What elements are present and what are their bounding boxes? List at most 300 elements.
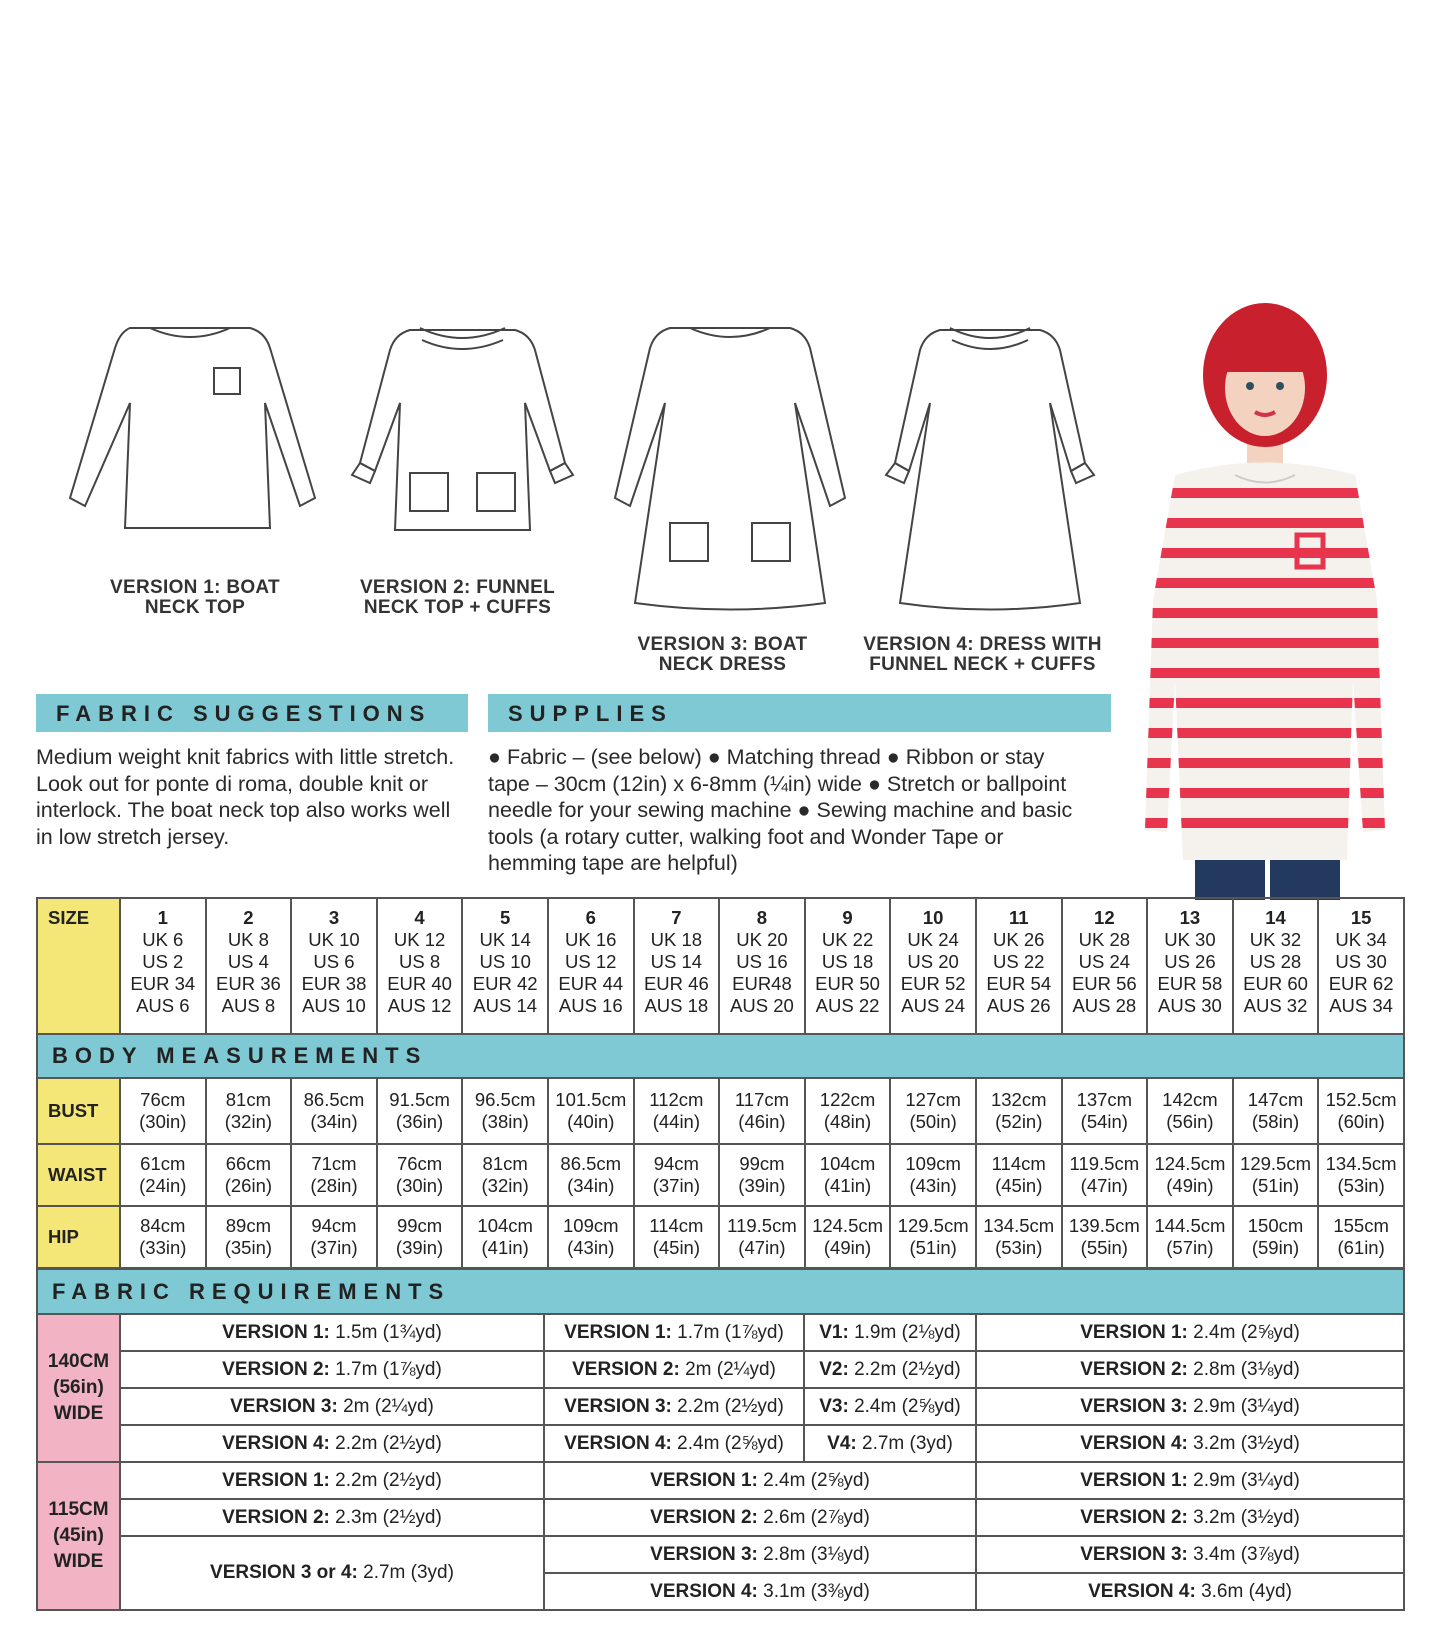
measure-cm: 117cm	[734, 1089, 790, 1110]
size-column	[1318, 898, 1404, 1034]
measure-cm: 152.5cm	[1325, 1089, 1397, 1110]
measure-cm: 134.5cm	[983, 1215, 1055, 1236]
requirement-cell	[544, 1462, 976, 1499]
requirement-cell	[544, 1388, 804, 1425]
measure-in: (36in)	[395, 1111, 444, 1132]
size-column	[1233, 898, 1319, 1034]
requirement-version: VERSION 2:	[222, 1358, 330, 1380]
measure-in: (41in)	[823, 1175, 872, 1196]
requirement-version: VERSION 2:	[1080, 1506, 1188, 1528]
requirement-amount: 2.9m (3¼yd)	[1187, 1469, 1300, 1491]
measure-cell	[1062, 1144, 1148, 1206]
requirement-version: VERSION 2:	[222, 1506, 330, 1528]
measure-in: (59in)	[1251, 1237, 1300, 1258]
measure-cell	[1318, 1078, 1404, 1144]
version-3-drawing	[600, 318, 860, 618]
requirement-version: VERSION 4:	[1080, 1432, 1188, 1454]
measure-cm: 114cm	[649, 1215, 704, 1236]
requirement-amount: 2.7m (3yd)	[357, 1562, 454, 1583]
size-n: 2	[243, 907, 254, 928]
requirement-amount: 2m (2¼yd)	[679, 1358, 776, 1380]
size-eur: EUR 46	[643, 973, 709, 994]
requirement-version: VERSION 4:	[564, 1432, 672, 1454]
requirement-amount: 3.4m (3⅞yd)	[1187, 1543, 1300, 1565]
size-n: 4	[414, 907, 425, 928]
size-label: SIZE	[37, 898, 120, 1034]
supplies-title: SUPPLIES	[508, 701, 673, 726]
measure-cell	[805, 1144, 891, 1206]
size-eur: EUR 60	[1243, 973, 1308, 994]
measure-cm: 137cm	[1076, 1089, 1133, 1110]
requirement-version: VERSION 4:	[1088, 1580, 1196, 1602]
size-column	[120, 898, 206, 1034]
measure-label: HIP	[37, 1206, 120, 1268]
measure-in: (51in)	[909, 1237, 957, 1258]
version-3-caption: VERSION 3: BOAT NECK DRESS	[637, 634, 808, 675]
measure-cell	[462, 1078, 548, 1144]
size-eur: EUR 56	[1071, 973, 1137, 994]
size-aus: AUS 32	[1243, 995, 1308, 1016]
size-aus: AUS 10	[302, 995, 366, 1016]
requirement-amount: 1.5m (1¾yd)	[329, 1321, 442, 1343]
measure-in: (24in)	[139, 1175, 187, 1196]
measure-cm: 99cm	[739, 1153, 785, 1174]
size-column	[1147, 898, 1233, 1034]
measure-cell	[377, 1078, 463, 1144]
size-aus: AUS 16	[558, 995, 623, 1016]
measure-in: (37in)	[652, 1175, 701, 1196]
requirement-cell	[804, 1425, 976, 1462]
requirement-cell	[120, 1462, 544, 1499]
requirement-amount: 2.9m (3¼yd)	[1187, 1395, 1300, 1417]
size-aus: AUS 12	[387, 995, 452, 1016]
supplies-text: ● Fabric – (see below) ● Matching thread ● Ribbon or stay tape – 30cm (12in) x 6-8mm (¼in) wide ● Stretch or ballpoint needle for your sewing machine ● Sewing machine and basic tools (a rotary cutter, walking foot and Wonder Tape or hemming tape are helpful)	[488, 745, 1073, 875]
measure-cm: 134.5cm	[1325, 1153, 1397, 1174]
requirement-amount: 1.7m (1⅞yd)	[329, 1358, 442, 1380]
requirement-cell	[976, 1499, 1404, 1536]
requirement-cell	[976, 1351, 1404, 1388]
size-n: 10	[922, 907, 944, 928]
measure-cell	[805, 1206, 891, 1268]
fabric-suggestions-title: FABRIC SUGGESTIONS	[56, 701, 432, 726]
measure-in: (48in)	[823, 1111, 872, 1132]
requirement-version: VERSION 3 or 4:	[210, 1562, 358, 1583]
requirement-amount: 3.2m (3½yd)	[1187, 1432, 1300, 1454]
size-uk: UK 14	[479, 929, 531, 950]
requirement-cell	[976, 1388, 1404, 1425]
measure-cm: 86.5cm	[560, 1153, 622, 1174]
fabric-suggestions-header	[36, 694, 468, 732]
measure-in: (43in)	[909, 1175, 957, 1196]
requirement-cell	[976, 1314, 1404, 1351]
size-aus: AUS 28	[1072, 995, 1137, 1016]
measure-cell	[291, 1144, 377, 1206]
size-aus: AUS 34	[1329, 995, 1393, 1016]
measure-cell	[377, 1206, 463, 1268]
requirement-cell	[120, 1388, 544, 1425]
size-us: US 14	[650, 951, 703, 972]
measure-cm: 144.5cm	[1154, 1215, 1226, 1236]
measure-cell	[548, 1206, 634, 1268]
requirement-amount: 2.7m (3yd)	[856, 1432, 953, 1454]
size-uk: UK 20	[736, 929, 788, 950]
requirement-cell	[120, 1499, 544, 1536]
measure-cell	[548, 1144, 634, 1206]
size-n: 12	[1094, 907, 1115, 928]
size-us: US 4	[227, 951, 269, 972]
size-eur: EUR 50	[815, 973, 880, 994]
measure-cm: 109cm	[905, 1153, 961, 1174]
measure-in: (49in)	[1166, 1175, 1214, 1196]
measure-cell	[805, 1078, 891, 1144]
size-n: 1	[157, 907, 168, 928]
measure-cm: 84cm	[140, 1215, 186, 1236]
measure-in: (50in)	[909, 1111, 957, 1132]
size-eur: EUR 58	[1157, 973, 1223, 994]
measure-cm: 81cm	[482, 1153, 528, 1174]
measure-cell	[634, 1144, 720, 1206]
measure-cm: 101.5cm	[555, 1089, 627, 1110]
requirement-cell	[544, 1499, 976, 1536]
measure-in: (44in)	[652, 1111, 701, 1132]
measure-cell	[719, 1078, 805, 1144]
body-measurements-header: BODY MEASUREMENTS	[37, 1034, 1404, 1078]
model-photo	[1115, 300, 1415, 900]
size-uk: UK 22	[821, 929, 874, 950]
requirement-amount: 2.4m (2⅝yd)	[1187, 1321, 1300, 1343]
measure-cm: 147cm	[1247, 1089, 1304, 1110]
size-column	[462, 898, 548, 1034]
measure-cm: 81cm	[225, 1089, 272, 1110]
version-1-caption: VERSION 1: BOAT NECK TOP	[110, 577, 280, 618]
requirement-amount: 2m (2¼yd)	[337, 1395, 434, 1417]
requirement-amount: 2.6m (2⅞yd)	[757, 1506, 870, 1528]
measure-in: (55in)	[1080, 1237, 1128, 1258]
size-us: US 18	[821, 951, 874, 972]
measure-cm: 89cm	[225, 1215, 272, 1236]
fabric-requirements-header: FABRIC REQUIREMENTS	[37, 1269, 1404, 1314]
measure-in: (45in)	[995, 1175, 1043, 1196]
size-n: 8	[756, 907, 768, 928]
measure-in: (53in)	[995, 1237, 1043, 1258]
size-eur: EUR 40	[387, 973, 452, 994]
requirement-cell	[544, 1536, 976, 1573]
requirement-version: V3:	[819, 1395, 849, 1417]
measure-cell	[120, 1144, 206, 1206]
requirement-amount: 3.2m (3½yd)	[1187, 1506, 1300, 1528]
measure-cm: 132cm	[990, 1089, 1047, 1110]
size-uk: UK 18	[650, 929, 703, 950]
measure-in: (38in)	[481, 1111, 529, 1132]
requirement-version: VERSION 3:	[230, 1395, 338, 1417]
requirement-version: VERSION 3:	[1080, 1543, 1188, 1565]
requirement-amount: 2.4m (2⅝yd)	[848, 1395, 961, 1417]
requirement-amount: 3.6m (4yd)	[1195, 1580, 1292, 1602]
measure-in: (35in)	[224, 1237, 273, 1258]
requirement-amount: 2.8m (3⅛yd)	[757, 1543, 870, 1565]
requirement-version: V4:	[827, 1432, 857, 1454]
size-eur: EUR 36	[216, 973, 281, 994]
measure-cell	[1147, 1144, 1233, 1206]
measure-cm: 66cm	[225, 1153, 272, 1174]
requirement-version: VERSION 1:	[1080, 1469, 1188, 1491]
size-n: 14	[1265, 907, 1286, 928]
measure-in: (45in)	[652, 1237, 701, 1258]
size-n: 15	[1350, 907, 1372, 928]
size-n: 11	[1008, 907, 1029, 928]
requirement-version: VERSION 1:	[1080, 1321, 1188, 1343]
size-uk: UK 32	[1249, 929, 1302, 950]
size-uk: UK 16	[565, 929, 617, 950]
measure-in: (34in)	[310, 1111, 358, 1132]
requirement-version: V1:	[819, 1321, 849, 1343]
size-column	[206, 898, 292, 1034]
size-column	[890, 898, 976, 1034]
measure-cell	[890, 1078, 976, 1144]
requirement-cell	[544, 1351, 804, 1388]
requirement-version: V2:	[819, 1358, 849, 1380]
size-us: US 22	[993, 951, 1045, 972]
measure-cm: 119.5cm	[727, 1215, 797, 1236]
measure-cell	[1318, 1144, 1404, 1206]
measure-in: (26in)	[224, 1175, 273, 1196]
size-eur: EUR 38	[301, 973, 367, 994]
requirement-cell	[120, 1536, 544, 1610]
measure-cm: 150cm	[1247, 1215, 1304, 1236]
measure-in: (57in)	[1166, 1237, 1214, 1258]
measure-cm: 94cm	[653, 1153, 699, 1174]
requirement-amount: 2.4m (2⅝yd)	[757, 1469, 870, 1491]
requirement-cell	[804, 1388, 976, 1425]
measure-cm: 91.5cm	[389, 1089, 450, 1110]
size-n: 6	[585, 907, 596, 928]
size-aus: AUS 6	[136, 995, 190, 1016]
requirement-cell	[976, 1462, 1404, 1499]
size-eur: EUR 34	[130, 973, 196, 994]
size-uk: UK 24	[907, 929, 959, 950]
measure-in: (47in)	[738, 1237, 786, 1258]
requirement-amount: 2.2m (2½yd)	[848, 1358, 961, 1380]
size-us: US 12	[565, 951, 617, 972]
version-2-drawing	[340, 318, 585, 548]
size-eur: EUR 44	[558, 973, 624, 994]
measure-cell	[291, 1206, 377, 1268]
requirement-cell	[544, 1573, 976, 1610]
measure-cm: 127cm	[905, 1089, 961, 1110]
measure-in: (53in)	[1337, 1175, 1385, 1196]
measure-cell	[976, 1206, 1062, 1268]
requirement-amount: 2.2m (2½yd)	[329, 1432, 442, 1454]
version-4-drawing	[875, 318, 1105, 618]
measure-cell	[1233, 1078, 1319, 1144]
requirement-amount: 2.3m (2½yd)	[329, 1506, 442, 1528]
requirement-cell	[804, 1314, 976, 1351]
size-eur: EUR 62	[1328, 973, 1394, 994]
size-us: US 6	[313, 951, 355, 972]
measure-cm: 114cm	[991, 1153, 1046, 1174]
measure-cm: 109cm	[563, 1215, 619, 1236]
requirement-amount: 1.7m (1⅞yd)	[671, 1321, 784, 1343]
measure-in: (37in)	[310, 1237, 358, 1258]
size-column	[719, 898, 805, 1034]
measure-cm: 129.5cm	[1240, 1153, 1311, 1174]
measure-cell	[976, 1078, 1062, 1144]
size-us: US 26	[1164, 951, 1216, 972]
size-us: US 10	[479, 951, 531, 972]
supplies-header	[488, 694, 1111, 732]
size-uk: UK 26	[993, 929, 1045, 950]
size-n: 5	[500, 907, 511, 928]
version-4-caption: VERSION 4: DRESS WITH FUNNEL NECK + CUFFS	[863, 634, 1102, 675]
size-uk: UK 8	[227, 929, 269, 950]
measure-cm: 124.5cm	[812, 1215, 884, 1236]
version-1-drawing	[60, 318, 325, 548]
size-column	[976, 898, 1062, 1034]
measure-cm: 119.5cm	[1069, 1153, 1140, 1174]
measure-cm: 104cm	[477, 1215, 533, 1236]
requirement-amount: 2.8m (3⅛yd)	[1187, 1358, 1300, 1380]
size-us: US 20	[907, 951, 959, 972]
size-us: US 16	[736, 951, 788, 972]
measure-in: (41in)	[481, 1237, 529, 1258]
fabric-width-label: 140CM (56in) WIDE	[37, 1314, 120, 1462]
measure-in: (34in)	[567, 1175, 615, 1196]
measure-cell	[719, 1206, 805, 1268]
size-eur: EUR48	[732, 973, 792, 994]
measure-in: (32in)	[481, 1175, 529, 1196]
size-aus: AUS 18	[644, 995, 709, 1016]
requirement-amount: 2.2m (2½yd)	[671, 1395, 784, 1417]
size-uk: UK 30	[1164, 929, 1216, 950]
measure-cm: 155cm	[1333, 1215, 1389, 1236]
measure-cm: 124.5cm	[1154, 1153, 1226, 1174]
measure-cell	[890, 1206, 976, 1268]
requirement-version: VERSION 4:	[650, 1580, 758, 1602]
measure-cell	[291, 1078, 377, 1144]
size-us: US 28	[1249, 951, 1302, 972]
measure-in: (52in)	[995, 1111, 1043, 1132]
requirement-version: VERSION 3:	[650, 1543, 758, 1565]
measure-cell	[206, 1144, 292, 1206]
measure-cm: 99cm	[396, 1215, 443, 1236]
measure-in: (33in)	[139, 1237, 187, 1258]
requirement-cell	[804, 1351, 976, 1388]
measure-cell	[1318, 1206, 1404, 1268]
requirement-cell	[120, 1351, 544, 1388]
measure-in: (61in)	[1337, 1237, 1385, 1258]
size-aus: AUS 20	[730, 995, 794, 1016]
measure-cm: 112cm	[649, 1089, 704, 1110]
measure-cell	[1062, 1206, 1148, 1268]
measure-in: (43in)	[567, 1237, 615, 1258]
size-n: 13	[1179, 907, 1201, 928]
size-uk: UK 34	[1335, 929, 1387, 950]
measure-cell	[548, 1078, 634, 1144]
measure-cm: 61cm	[140, 1153, 186, 1174]
measure-cm: 129.5cm	[897, 1215, 969, 1236]
measure-cell	[1147, 1078, 1233, 1144]
requirement-amount: 3.1m (3⅜yd)	[757, 1580, 870, 1602]
measure-cell	[120, 1078, 206, 1144]
size-column	[805, 898, 891, 1034]
size-column	[548, 898, 634, 1034]
measure-cell	[719, 1144, 805, 1206]
size-us: US 24	[1078, 951, 1131, 972]
requirement-amount: 2.2m (2½yd)	[329, 1469, 442, 1491]
measure-in: (49in)	[823, 1237, 872, 1258]
measure-label: BUST	[37, 1078, 120, 1144]
size-aus: AUS 26	[986, 995, 1051, 1016]
measure-cm: 94cm	[311, 1215, 357, 1236]
size-column	[1062, 898, 1148, 1034]
measure-cm: 76cm	[396, 1153, 443, 1174]
measure-in: (58in)	[1251, 1111, 1300, 1132]
measure-in: (28in)	[310, 1175, 358, 1196]
size-column	[291, 898, 377, 1034]
requirement-version: VERSION 4:	[222, 1432, 330, 1454]
size-us: US 8	[399, 951, 441, 972]
size-eur: EUR 52	[900, 973, 966, 994]
size-eur: EUR 54	[986, 973, 1052, 994]
requirement-cell	[976, 1536, 1404, 1573]
measure-cm: 71cm	[311, 1153, 357, 1174]
size-aus: AUS 14	[473, 995, 538, 1016]
measure-cm: 76cm	[140, 1089, 186, 1110]
measure-in: (46in)	[738, 1111, 786, 1132]
measure-in: (51in)	[1251, 1175, 1300, 1196]
measure-in: (54in)	[1080, 1111, 1128, 1132]
measure-in: (30in)	[139, 1111, 187, 1132]
measure-cell	[1062, 1078, 1148, 1144]
requirement-version: VERSION 1:	[650, 1469, 758, 1491]
measure-cell	[976, 1144, 1062, 1206]
measure-in: (39in)	[738, 1175, 786, 1196]
measure-cell	[890, 1144, 976, 1206]
measure-in: (39in)	[395, 1237, 444, 1258]
requirement-amount: 2.4m (2⅝yd)	[671, 1432, 784, 1454]
size-us: US 30	[1335, 951, 1387, 972]
measure-in: (32in)	[224, 1111, 273, 1132]
requirement-version: VERSION 1:	[564, 1321, 672, 1343]
requirement-cell	[544, 1425, 804, 1462]
measure-cell	[462, 1144, 548, 1206]
measure-cell	[206, 1206, 292, 1268]
measure-cell	[462, 1206, 548, 1268]
requirement-version: VERSION 1:	[222, 1321, 330, 1343]
measure-cm: 104cm	[819, 1153, 876, 1174]
size-aus: AUS 8	[221, 995, 276, 1016]
requirement-cell	[976, 1573, 1404, 1610]
requirement-version: VERSION 2:	[572, 1358, 680, 1380]
measure-cell	[206, 1078, 292, 1144]
measure-cell	[1147, 1206, 1233, 1268]
size-aus: AUS 24	[901, 995, 966, 1016]
measure-cm: 142cm	[1162, 1089, 1218, 1110]
size-column	[377, 898, 463, 1034]
measure-cell	[634, 1078, 720, 1144]
measure-in: (30in)	[395, 1175, 444, 1196]
measure-cell	[120, 1206, 206, 1268]
requirement-cell	[976, 1425, 1404, 1462]
measure-cell	[377, 1144, 463, 1206]
version-2-caption: VERSION 2: FUNNEL NECK TOP + CUFFS	[359, 577, 556, 618]
measure-cell	[1233, 1206, 1319, 1268]
measure-cm: 96.5cm	[474, 1089, 536, 1110]
size-n: 9	[842, 907, 853, 928]
size-us: US 2	[142, 951, 184, 972]
measure-label: WAIST	[37, 1144, 120, 1206]
measure-in: (40in)	[567, 1111, 615, 1132]
